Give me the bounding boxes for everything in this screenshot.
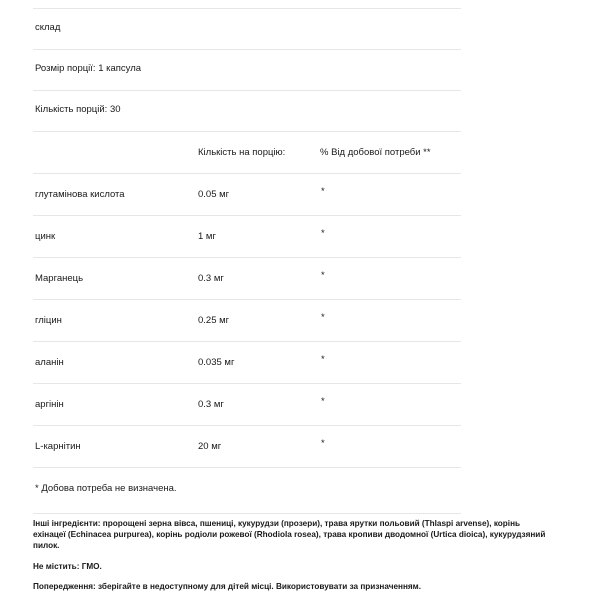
- nutrient-name: аргінін: [35, 399, 64, 410]
- product-notes: [33, 518, 553, 601]
- free-of-statement: Не містить: ГМО.: [33, 561, 102, 571]
- warning-statement: Попередження: зберігайте в недоступному для дітей місці. Використовувати за призначенням.: [33, 581, 422, 591]
- supplement-facts-table: [33, 8, 461, 514]
- table-header-row: [33, 132, 461, 174]
- nutrient-amount: 0.25 мг: [198, 315, 230, 326]
- header-daily-value: % Від добової потреби **: [320, 147, 431, 158]
- table-row: [33, 174, 461, 216]
- table-row: [33, 300, 461, 342]
- header-amount: Кількість на порцію:: [198, 147, 286, 158]
- servings-count-row: [33, 91, 461, 132]
- table-row: [33, 258, 461, 300]
- table-row: [33, 384, 461, 426]
- servings-count: Кількість порцій: 30: [35, 104, 121, 115]
- nutrient-name: цинк: [35, 231, 56, 242]
- other-ingredients: Інші інгредієнти: пророщені зерна вівса, пшениці, кукурудзи (прозери), трава ярутки польовий (Thlaspi arvense), корінь ехінацеї (Echinacea purpurea), корінь родіоли рожевої (Rhodiola rosea), трава кропиви дводомної (Urtica dioica), кукурудзяний пилок.: [33, 519, 546, 551]
- nutrient-daily-value: *: [321, 312, 325, 323]
- table-row: [33, 216, 461, 258]
- daily-value-footnote: * Добова потреба не визначена.: [35, 483, 177, 494]
- nutrient-daily-value: *: [321, 354, 325, 365]
- nutrient-amount: 0.035 мг: [198, 357, 235, 368]
- nutrient-name: глутамінова кислота: [35, 189, 125, 200]
- footnote-row: [33, 468, 461, 514]
- nutrient-daily-value: *: [321, 396, 325, 407]
- nutrient-amount: 0.3 мг: [198, 399, 224, 410]
- nutrient-daily-value: *: [321, 438, 325, 449]
- nutrient-amount: 1 мг: [198, 231, 216, 242]
- nutrient-name: Марганець: [35, 273, 84, 284]
- serving-size-row: [33, 50, 461, 91]
- composition-row: [33, 9, 461, 50]
- composition-label: склад: [35, 22, 61, 33]
- table-row: [33, 426, 461, 468]
- nutrient-amount: 0.3 мг: [198, 273, 224, 284]
- nutrient-amount: 20 мг: [198, 441, 222, 452]
- serving-size: Розмір порції: 1 капсула: [35, 63, 142, 74]
- table-row: [33, 342, 461, 384]
- nutrient-amount: 0.05 мг: [198, 189, 230, 200]
- nutrient-name: аланін: [35, 357, 64, 368]
- nutrient-daily-value: *: [321, 270, 325, 281]
- nutrient-daily-value: *: [321, 186, 325, 197]
- nutrient-daily-value: *: [321, 228, 325, 239]
- nutrient-name: L-карнітин: [35, 441, 81, 452]
- nutrient-name: гліцин: [35, 315, 62, 326]
